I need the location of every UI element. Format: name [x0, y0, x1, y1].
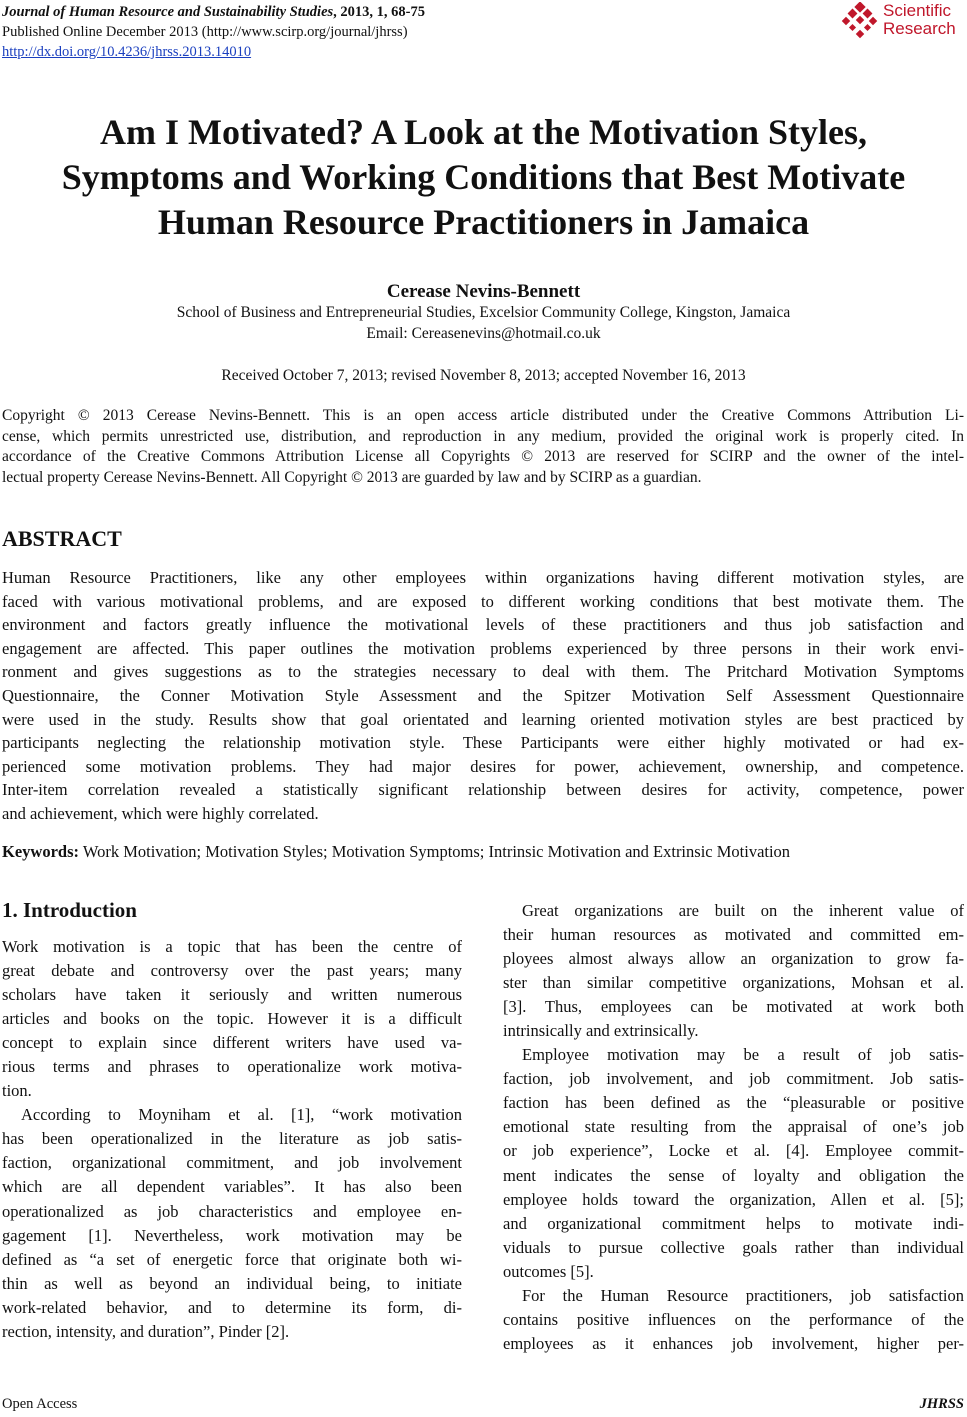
copyright-notice [2, 406, 964, 488]
body-line: their human resources as motivated and committed em- [503, 925, 964, 945]
copyright-line: Copyright © 2013 Cerease Nevins-Bennett. This is an open access article distributed under the Creative Commons Attribution Li- [2, 407, 964, 424]
body-line: articles and books on the topic. However it is a difficult [2, 1009, 462, 1029]
body-line: emotional state resulting from the appraisal of one’s job [503, 1117, 964, 1137]
abstract-line: perienced some motivation problems. They had major desires for power, achievement, ownership, and competence. [2, 756, 964, 776]
abstract-line: and achievement, which were highly correlated. [2, 803, 319, 823]
body-line: thin as well as beyond an individual being, to initiate [2, 1273, 462, 1293]
copyright-line: lectual property Cerease Nevins-Bennett. All Copyright © 2013 are guarded by law and by SCIRP as a guardian. [2, 468, 702, 486]
body-line: ployees almost always allow an organization to grow fa- [503, 949, 964, 969]
journal-volume: , 2013, 1, 68-75 [333, 4, 426, 20]
body-line: faction, job involvement, and job commitment. Job satis- [503, 1069, 964, 1089]
body-line: which are all dependent variables”. It has also been [2, 1177, 462, 1197]
body-line: Work motivation is a topic that has been the centre of [2, 937, 462, 956]
journal-name: Journal of Human Resource and Sustainability Studies [2, 4, 334, 20]
title-line: Human Resource Practitioners in Jamaica [157, 202, 810, 242]
body-line: defined as “a set of energetic force that originate both wi- [2, 1249, 462, 1269]
body-line: contains positive influences on the performance of the [503, 1309, 964, 1329]
body-line: For the Human Resource practitioners, job satisfaction [522, 1285, 964, 1305]
body-line: tion. [2, 1081, 32, 1101]
abstract-line: participants neglecting the relationship motivation style. These Participants were either highly motivated or had ex- [2, 733, 964, 753]
body-line: [3]. Thus, employees can be motivated at work both [503, 997, 964, 1017]
body-line: and organizational commitment helps to motivate indi- [503, 1213, 964, 1233]
body-line: concept to explain since different writers have used va- [2, 1033, 462, 1053]
logo-text-line2: Research [883, 19, 956, 38]
keywords [2, 842, 790, 862]
body-line: employee holds toward the organization, Allen et al. [5]; [503, 1189, 964, 1209]
published-line: Published Online December 2013 (http://www.scirp.org/journal/jhrss) [2, 24, 408, 40]
logo-text-line1: Scientific [883, 1, 952, 20]
body-line: scholars have taken it seriously and written numerous [2, 985, 462, 1005]
author-email: Email: Cereasenevins@hotmail.co.uk [366, 325, 601, 342]
body-line: Great organizations are built on the inherent value of [522, 901, 964, 920]
body-line: According to Moyniham et al. [1], “work motivation [21, 1105, 462, 1125]
journal-header [2, 2, 425, 22]
body-line: faction has been defined as the “pleasurable or positive [503, 1093, 964, 1113]
copyright-line: cense, which permits unrestricted use, distribution, and reproduction in any medium, provided the original work is properly cited. In [2, 427, 964, 445]
title-line: Am I Motivated? A Look at the Motivation Styles, [100, 112, 867, 152]
doi-line [2, 42, 251, 62]
body-line: has been operationalized in the literature as job satis- [2, 1129, 462, 1149]
author-affiliation: School of Business and Entrepreneurial Studies, Excelsior Community College, Kingston, Jamaica [176, 304, 791, 321]
abstract-line: environment and factors greatly influence the motivational levels of these practitioners and thus job satisfaction and [2, 615, 964, 635]
publisher-logo[interactable] [841, 2, 961, 44]
abstract-line: faced with various motivational problems, and are exposed to different working conditions that best motivate them. The [2, 591, 964, 611]
abstract-line: ronment and gives suggestions as to the strategies necessary to deal with them. The Pritchard Motivation Symptoms [2, 662, 964, 682]
keywords-label: Keywords: [2, 842, 79, 861]
right-column [503, 899, 964, 1356]
introduction-heading: 1. Introduction [2, 898, 137, 922]
abstract-line: Questionnaire, the Conner Motivation Style Assessment and the Spitzer Motivation Self Assessment Questionnaire [2, 685, 964, 705]
body-line: ster than similar competitive organizations, Mohsan et al. [503, 973, 964, 993]
keywords-text: Work Motivation; Motivation Styles; Motivation Symptoms; Intrinsic Motivation and Extrinsic Motivation [79, 842, 791, 861]
body-line: viduals to pursue collective goals rather than individual [503, 1237, 964, 1257]
body-line: Employee motivation may be a result of job satis- [522, 1045, 964, 1065]
abstract-line: were used in the study. Results show that goal orientated and learning oriented motivation styles are best practiced by [2, 709, 964, 729]
abstract-line: Inter-item correlation revealed a statistically significant relationship between desires for activity, competence, power [2, 780, 964, 800]
left-column [2, 935, 462, 1344]
title-line: Symptoms and Working Conditions that Best Motivate [61, 157, 906, 197]
copyright-line: accordance of the Creative Commons Attribution License all Copyrights © 2013 are reserved for SCIRP and the owner of the intel- [2, 448, 964, 465]
body-line: work-related behavior, and to determine its form, di- [2, 1297, 462, 1317]
abstract-line: Human Resource Practitioners, like any other employees within organizations having different motivation styles, are [2, 568, 964, 587]
footer-journal-abbrev: JHRSS [919, 1396, 964, 1412]
abstract-body [2, 566, 964, 826]
body-line: employees as it enhances job involvement, higher per- [503, 1333, 964, 1353]
body-line: intrinsically and extrinsically. [503, 1021, 699, 1041]
body-line: gagement [1]. Nevertheless, work motivation may be [2, 1225, 462, 1245]
body-line: outcomes [5]. [503, 1261, 594, 1281]
body-line: faction, organizational commitment, and job involvement [2, 1153, 462, 1173]
body-line: rious terms and phrases to operationalize work motiva- [2, 1057, 462, 1077]
scientific-research-logo-icon [841, 2, 879, 42]
body-line: great debate and controversy over the past years; many [2, 961, 462, 981]
abstract-heading: ABSTRACT [2, 526, 122, 551]
body-line: ment indicates the sense of loyalty and obligation the [503, 1165, 964, 1185]
received-dates: Received October 7, 2013; revised November 8, 2013; accepted November 16, 2013 [221, 367, 746, 384]
author-name: Cerease Nevins-Bennett [386, 281, 581, 302]
body-line: rection, intensity, and duration”, Pinder [2]. [2, 1321, 290, 1341]
abstract-line: engagement are affected. This paper outlines the motivation problems experienced by three persons in their work envi- [2, 638, 964, 658]
doi-link[interactable]: http://dx.doi.org/10.4236/jhrss.2013.14010 [2, 44, 252, 60]
footer-open-access: Open Access [2, 1396, 78, 1412]
paper-title [0, 110, 967, 245]
body-line: operationalized as job characteristics and employee en- [2, 1201, 462, 1221]
body-line: or job experience”, Locke et al. [4]. Employee commit- [503, 1141, 964, 1161]
